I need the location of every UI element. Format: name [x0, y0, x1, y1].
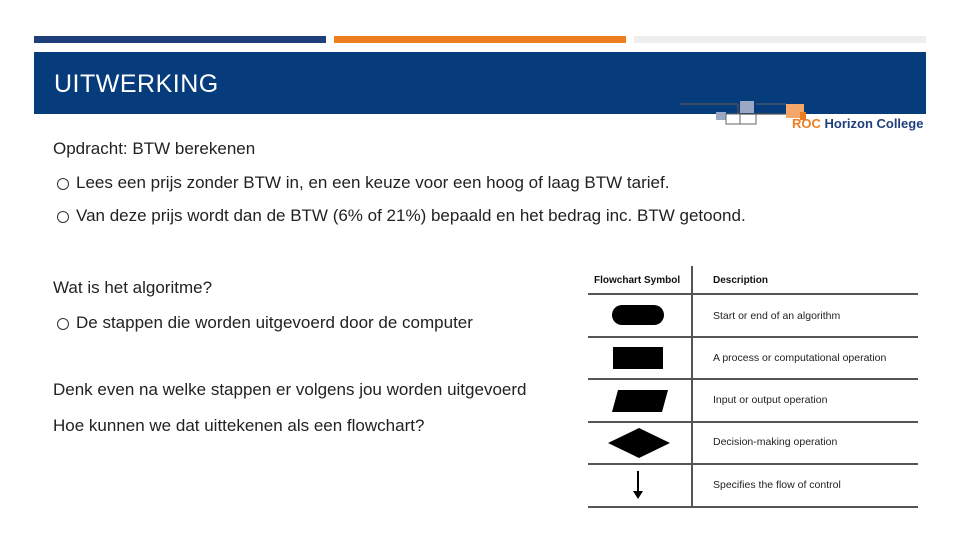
bullet-circle-icon	[57, 318, 69, 330]
bullet-circle-icon	[57, 211, 69, 223]
table-header-symbol: Flowchart Symbol	[594, 275, 681, 286]
table-row-description: Specifies the flow of control	[713, 479, 841, 491]
table-divider	[588, 378, 918, 380]
flowchart-symbol-table	[588, 266, 918, 508]
assignment-heading: Opdracht: BTW berekenen	[53, 139, 256, 158]
bullet-item-1: Lees een prijs zonder BTW in, en een keuze voor een hoog of laag BTW tarief.	[76, 173, 670, 192]
flowchart-question: Hoe kunnen we dat uittekenen als een flowchart?	[53, 416, 425, 435]
table-divider	[588, 506, 918, 508]
slide-title: UITWERKING	[54, 70, 219, 98]
table-header-description: Description	[713, 275, 769, 286]
think-prompt: Denk even na welke stappen er volgens jou worden uitgevoerd	[53, 380, 527, 399]
table-column-divider	[691, 266, 693, 508]
logo-text-rest: Horizon College	[820, 116, 924, 131]
table-row-description: A process or computational operation	[713, 352, 887, 364]
table-row-description: Start or end of an algorithm	[713, 310, 841, 322]
table-divider	[588, 336, 918, 338]
io-icon	[610, 387, 670, 415]
arrow-icon	[630, 469, 646, 501]
table-row-description: Input or output operation	[713, 394, 828, 406]
bullet-item-2: Van deze prijs wordt dan de BTW (6% of 21%) bepaald en het bedrag inc. BTW getoond.	[76, 206, 746, 225]
bullet-circle-icon	[57, 178, 69, 190]
table-divider	[588, 463, 918, 465]
logo-text-roc: ROC	[792, 116, 821, 131]
logo-text	[792, 116, 923, 131]
table-divider	[588, 421, 918, 423]
process-icon	[610, 344, 666, 372]
terminal-icon	[610, 302, 666, 328]
top-accent-bar-gray	[634, 36, 926, 43]
bullet-item-3: De stappen die worden uitgevoerd door de computer	[76, 313, 473, 332]
top-accent-bar-blue	[34, 36, 326, 43]
decision-icon	[606, 426, 672, 460]
table-divider	[588, 293, 918, 295]
question-heading: Wat is het algoritme?	[53, 278, 213, 297]
top-accent-bar-orange	[334, 36, 626, 43]
table-row-description: Decision-making operation	[713, 436, 838, 448]
